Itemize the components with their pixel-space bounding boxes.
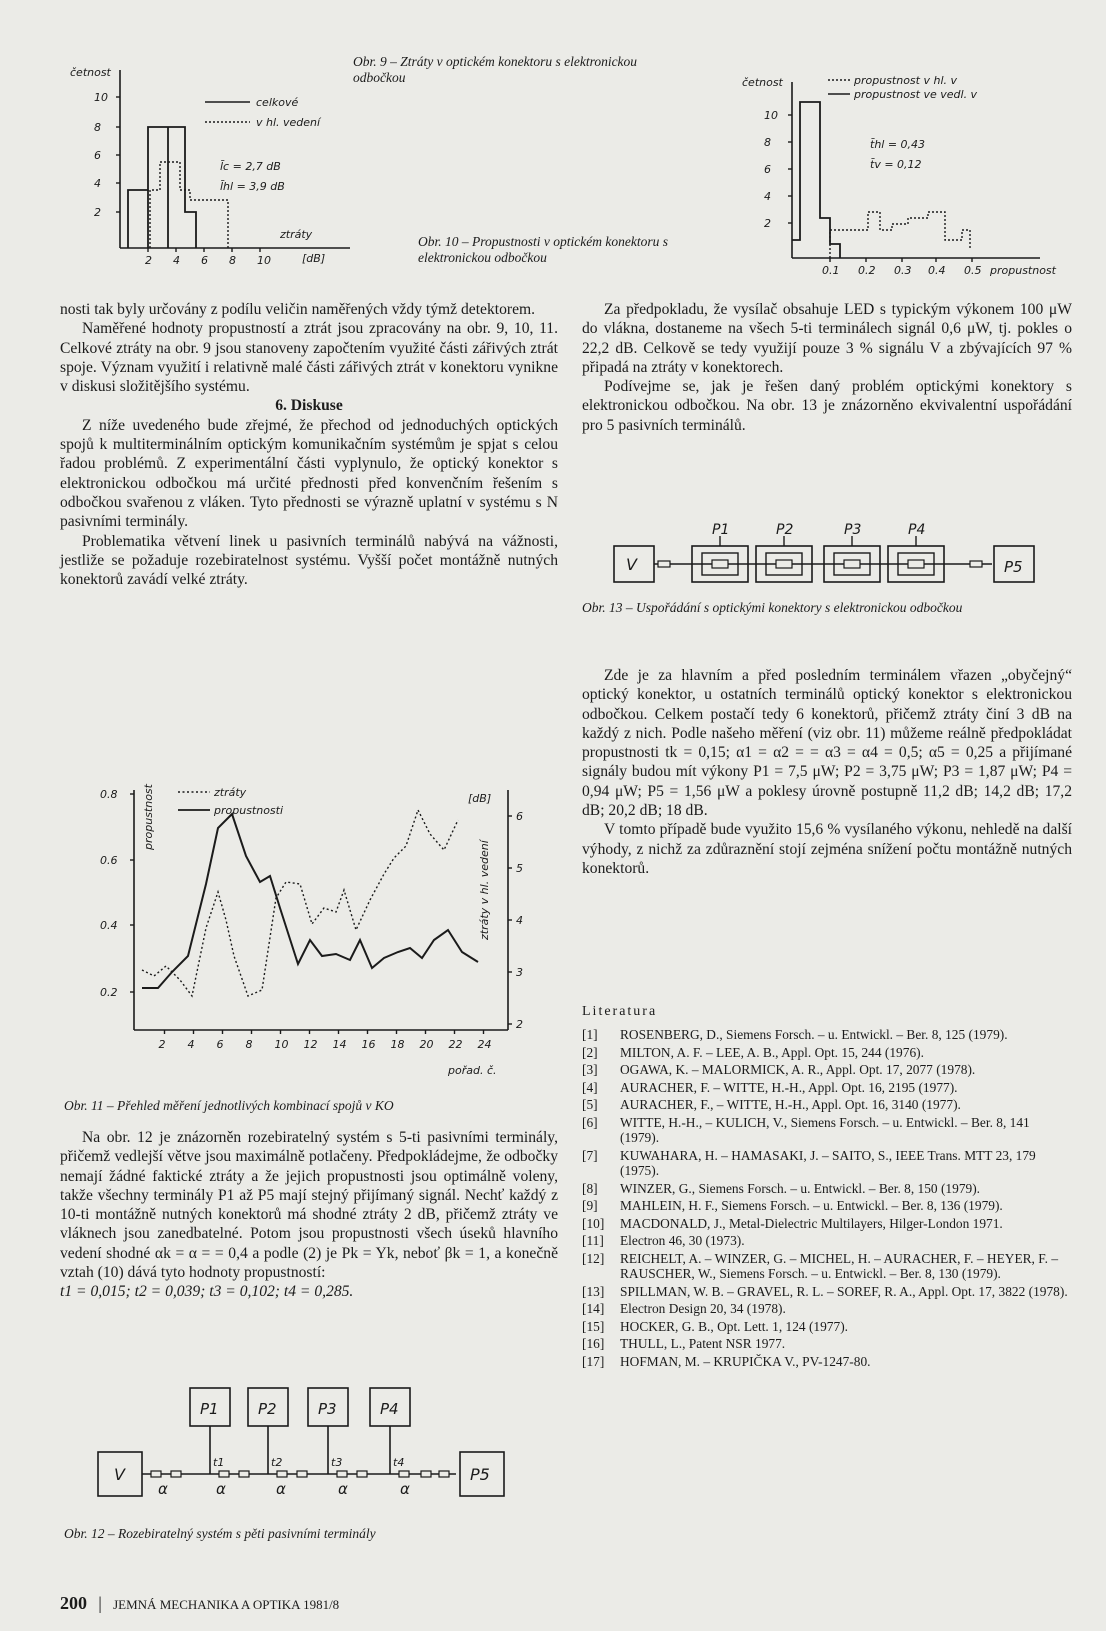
reference-text: MACDONALD, J., Metal-Dielectric Multilayers, Hilger-London 1971. xyxy=(620,1215,1003,1231)
fig11-ytick-left: 0.2 xyxy=(100,986,118,999)
fig13-terminal: P2 xyxy=(776,522,794,538)
left-column-top xyxy=(60,300,558,589)
fig9-total-bars xyxy=(128,127,196,248)
fig11-propustnosti-line xyxy=(142,814,478,988)
fig12-terminal: P1 xyxy=(200,1400,219,1418)
reference-text: OGAWA, K. – MALORMICK, A. R., Appl. Opt. 17, 2077 (1978). xyxy=(620,1062,976,1078)
reference-item xyxy=(582,1080,1072,1096)
fig9-ylabel: četnost xyxy=(70,66,111,79)
reference-number: [15] xyxy=(582,1318,605,1334)
fig9-ytick: 2 xyxy=(94,206,101,219)
reference-number: [3] xyxy=(582,1062,598,1078)
fig10-xtick: 0.5 xyxy=(964,264,982,277)
fig12-terminal: P5 xyxy=(470,1465,490,1484)
fig11-xtick: 20 xyxy=(419,1038,434,1051)
fig13-terminal: P5 xyxy=(1004,558,1023,576)
fig11-xtick: 8 xyxy=(245,1038,253,1051)
fig12-terminal: P2 xyxy=(258,1400,277,1418)
fig11-legend2: propustnosti xyxy=(214,804,284,817)
reference-number: [5] xyxy=(582,1097,598,1113)
page-footer: 200 | JEMNÁ MECHANIKA A OPTIKA 1981/8 xyxy=(60,1593,340,1613)
reference-text: ROSENBERG, D., Siemens Forsch. – u. Entwickl. – Ber. 8, 125 (1979). xyxy=(620,1027,1008,1043)
reference-text: MILTON, A. F. – LEE, A. B., Appl. Opt. 15, 244 (1976). xyxy=(620,1044,924,1060)
fig9-caption: Obr. 9 – Ztráty v optickém konektoru s elektronickou odbočkou xyxy=(353,54,638,85)
fig11-xtick: 18 xyxy=(390,1038,405,1051)
left-p3: Z níže uvedeného bude zřejmé, že přechod od jednoduchých optických spojů k multiterminálním optickým komunikačním systémům je spjat s celou řadou problémů. Z experimentální části vyplynulo, že optický konektor s elektronickou odbočkou má určité přednosti před konvenčním řešením s odbočkou svařenou z vláken. Tyto přednosti se výrazně uplatní v systému s N pasivními terminály. xyxy=(60,416,558,531)
fig12-caption: Obr. 12 – Rozebiratelný systém s pěti pasivními terminály xyxy=(64,1526,376,1541)
fig11-ztraty-line xyxy=(142,810,458,996)
fig11-xtick: 10 xyxy=(274,1038,289,1051)
fig10-xtick: 0.2 xyxy=(858,264,876,277)
fig10-xtick: 0.3 xyxy=(894,264,912,277)
reference-item xyxy=(582,1097,1072,1113)
fig13-terminal: P3 xyxy=(844,522,862,538)
reference-item xyxy=(582,1062,1072,1078)
fig12-tap: t4 xyxy=(393,1456,405,1469)
fig10-legend2: propustnost ve vedl. v xyxy=(854,88,978,101)
reference-number: [16] xyxy=(582,1336,605,1352)
right-p4: V tomto případě bude využito 15,6 % vysílaného výkonu, nehledě na další výhody, z nichž za zdůraznění stojí zejména snížení počtu montážně nutných konektorů. xyxy=(582,821,1072,877)
reference-item xyxy=(582,1216,1072,1232)
fig10-ytick: 10 xyxy=(764,109,778,122)
reference-text: Electron 46, 30 (1973). xyxy=(620,1233,745,1249)
left-p4: Problematika větvení linek u pasivních terminálů nabývá na vážnosti, jestliže se požaduje rozebiratelnost systému. Vyšší počet montážně nutných konektorů zavádí velké ztráty. xyxy=(60,532,558,589)
fig11-ytick-right: 6 xyxy=(516,810,523,823)
reference-number: [10] xyxy=(582,1215,605,1231)
journal-name: JEMNÁ MECHANIKA A OPTIKA 1981/8 xyxy=(113,1597,340,1612)
fig10-ylabel: četnost xyxy=(742,76,783,89)
reference-item xyxy=(582,1354,1072,1370)
reference-number: [13] xyxy=(582,1283,605,1299)
fig11-ylabel-right: ztráty v hl. vedení xyxy=(478,840,491,940)
fig9-stat1: l̄c = 2,7 dB xyxy=(220,160,281,173)
fig11-ytick-left: 0.4 xyxy=(100,919,118,932)
fig9-xlabel: ztráty xyxy=(280,228,313,241)
fig12-terminal: P3 xyxy=(318,1400,337,1418)
fig10-xtick: 0.1 xyxy=(822,264,840,277)
reference-number: [17] xyxy=(582,1353,605,1369)
fig10-xlabel: propustnost xyxy=(990,264,1056,277)
reference-item xyxy=(582,1284,1072,1300)
fig10-xtick: 0.4 xyxy=(928,264,946,277)
fig9-xtick: 6 xyxy=(201,254,208,267)
fig12-tap: t1 xyxy=(213,1456,225,1469)
reference-text: REICHELT, A. – WINZER, G. – MICHEL, H. – AURACHER, F. – HEYER, F. – RAUSCHER, W., Siemens Forsch. – u. Entwickl. – Ber. 8, 130 (1979). xyxy=(620,1250,1059,1282)
fig12-diagram xyxy=(96,1386,546,1518)
fig10-legend1: propustnost v hl. v xyxy=(854,74,958,87)
reference-number: [12] xyxy=(582,1250,605,1266)
reference-item xyxy=(582,1115,1072,1146)
reference-text: WINZER, G., Siemens Forsch. – u. Entwickl. – Ber. 8, 150 (1979). xyxy=(620,1180,981,1196)
page-number: 200 xyxy=(60,1593,87,1613)
fig11-ytick-right: 5 xyxy=(516,862,523,875)
left-column-bottom xyxy=(60,1128,558,1302)
reference-item xyxy=(582,1319,1072,1335)
fig10-side-bars xyxy=(792,102,840,258)
fig11-xtick: 12 xyxy=(303,1038,318,1051)
right-column-top xyxy=(582,300,1072,435)
fig9-ytick: 10 xyxy=(94,91,108,104)
fig11-xtick: 6 xyxy=(216,1038,224,1051)
reference-item xyxy=(582,1198,1072,1214)
right-p2: Podívejme se, jak je řešen daný problém optickými konektory s elektronickou odbočkou. Na obr. 13 je znázorněno ekvivalentní uspořádání pro 5 pasivních terminálů. xyxy=(582,378,1072,434)
reference-text: HOFMAN, M. – KRUPIČKA V., PV-1247-80. xyxy=(620,1353,871,1369)
fig9-legend-total: celkové xyxy=(256,96,299,109)
reference-text: HOCKER, G. B., Opt. Lett. 1, 124 (1977). xyxy=(620,1318,849,1334)
reference-item xyxy=(582,1301,1072,1317)
fig10-main-bars xyxy=(830,212,970,258)
fig11-xtick: 4 xyxy=(187,1038,195,1051)
right-column-mid xyxy=(582,666,1072,878)
fig9-xtick: 2 xyxy=(145,254,152,267)
literature-title: Literatura xyxy=(582,1004,658,1019)
fig11-xtick: 16 xyxy=(361,1038,376,1051)
fig12-terminal: P4 xyxy=(380,1400,399,1418)
fig12-source: V xyxy=(114,1465,125,1484)
fig11-caption: Obr. 11 – Přehled měření jednotlivých kombinací spojů v KO xyxy=(64,1098,394,1113)
reference-number: [11] xyxy=(582,1233,604,1249)
right-p1: Za předpokladu, že vysílač obsahuje LED s typickým výkonem 100 μW do vlákna, dostaneme na všech 5-ti terminálech signál 0,6 μW, tj. pokles o 22,2 dB. Celkově se tedy využijí pouze 3 % signálu V a zbývajících 97 % připadá na ztráty v konektorech. xyxy=(582,301,1072,376)
fig11-ytick-right: 2 xyxy=(516,1018,523,1031)
fig11-xtick: 14 xyxy=(332,1038,347,1051)
fig9-legend-main: v hl. vedení xyxy=(256,116,321,129)
reference-text: THULL, L., Patent NSR 1977. xyxy=(620,1336,786,1352)
reference-number: [8] xyxy=(582,1180,598,1196)
reference-item xyxy=(582,1233,1072,1249)
fig9-stat2: l̄hl = 3,9 dB xyxy=(220,180,285,193)
reference-text: MAHLEIN, H. F., Siemens Forsch. – u. Entwickl. – Ber. 8, 136 (1979). xyxy=(620,1198,1003,1214)
fig12-alpha: α xyxy=(400,1480,410,1498)
section-heading: 6. Diskuse xyxy=(275,397,343,415)
reference-text: Electron Design 20, 34 (1978). xyxy=(620,1301,786,1317)
reference-text: AURACHER, F. – WITTE, H.-H., Appl. Opt. 16, 2195 (1977). xyxy=(620,1079,958,1095)
reference-number: [6] xyxy=(582,1114,598,1130)
left-p5: Na obr. 12 je znázorněn rozebiratelný systém s 5-ti pasivními terminály, přičemž vedlejší větve jsou maximálně potlačeny. Předpokládejme, že odbočky nemají žádné faktické ztráty a že jejich propustnosti jsou optimálně voleny, takže všechny terminály P1 až P5 mají stejný přijímaný signál. Nechť každý z 10-ti montážně nutných konektorů má shodné ztráty 2 dB, přičemž ztráty ve vláknech jsou zanedbatelné. Potom jsou propustnosti všech úseků hlavního vedení shodné αk = α = = 0,4 a podle (2) je Pk = Yk, neboť βk = 1, a konečně vztah (10) dává tyto hodnoty propustností: xyxy=(60,1129,558,1282)
reference-number: [4] xyxy=(582,1079,598,1095)
fig13-terminal: P4 xyxy=(908,522,926,538)
fig10-ytick: 6 xyxy=(764,163,771,176)
fig11-ytick-left: 0.8 xyxy=(100,788,118,801)
fig10-stat2: t̄v = 0,12 xyxy=(870,158,922,171)
fig11-ytick-left: 0.6 xyxy=(100,854,118,867)
fig13-terminal: P1 xyxy=(712,522,730,538)
fig11-unit-right: [dB] xyxy=(468,792,492,805)
reference-number: [2] xyxy=(582,1044,598,1060)
fig9-histogram xyxy=(70,62,360,272)
reference-item xyxy=(582,1027,1072,1043)
fig11-ytick-right: 3 xyxy=(516,966,523,979)
reference-text: SPILLMAN, W. B. – GRAVEL, R. L. – SOREF, R. A., Appl. Opt. 17, 3822 (1978). xyxy=(620,1283,1068,1299)
reference-item xyxy=(582,1181,1072,1197)
fig10-ytick: 2 xyxy=(764,217,771,230)
fig12-alpha: α xyxy=(338,1480,348,1498)
fig11-ytick-right: 4 xyxy=(516,914,523,927)
reference-item xyxy=(582,1251,1072,1282)
reference-number: [14] xyxy=(582,1301,605,1317)
fig9-ytick: 6 xyxy=(94,149,101,162)
fig9-ytick: 4 xyxy=(94,177,101,190)
fig10-ytick: 4 xyxy=(764,190,771,203)
fig11-ylabel-left: propustnost xyxy=(142,784,155,850)
fig10-caption: Obr. 10 – Propustnosti v optickém konektoru s elektronickou odbočkou xyxy=(418,234,668,265)
fig9-xunit: [dB] xyxy=(302,252,326,265)
left-p1: nosti tak byly určovány z podílu veličin naměřených vždy týmž detektorem. xyxy=(60,301,536,318)
reference-number: [1] xyxy=(582,1027,598,1043)
reference-item xyxy=(582,1148,1072,1179)
fig11-chart xyxy=(88,780,548,1085)
fig10-histogram xyxy=(740,62,1080,277)
reference-number: [7] xyxy=(582,1147,598,1163)
reference-text: KUWAHARA, H. – HAMASAKI, J. – SAITO, S., IEEE Trans. MTT 23, 179 (1975). xyxy=(620,1147,1036,1179)
fig11-legend1: ztráty xyxy=(214,786,247,799)
left-p2: Naměřené hodnoty propustností a ztrát jsou zpracovány na obr. 9, 10, 11. Celkové ztráty na obr. 9 jsou stanoveny započtením využité části zářivých ztrát spoje. Význam využití i relativně malé části zářivých ztrát v konektoru vynikne v diskusi složitějšího systému. xyxy=(60,320,558,396)
fig13-caption: Obr. 13 – Uspořádání s optickými konektory s elektronickou odbočkou xyxy=(582,600,963,615)
fig12-alpha: α xyxy=(158,1480,168,1498)
fig9-xtick: 10 xyxy=(257,254,271,267)
fig13-source: V xyxy=(626,555,637,574)
right-p3: Zde je za hlavním a před posledním terminálem vřazen „obyčejný“ optický konektor, u ostatních terminálů optický konektor s elektronickou odbočkou. Celkem postačí tedy 6 konektorů, přičemž ztráty činí 3 dB na každý z nich. Podle našeho měření (viz obr. 11) můžeme reálně předpokládat propustnosti tk = 0,15; α1 = α2 = = α3 = α4 = 0,5; α5 = 0,25 a přijímané signály budou mít výkony P1 = 7,5 μW; P2 = 3,75 μW; P3 = 1,87 μW; P4 = 0,94 μW; P5 = 1,56 μW a poklesy úrovně postupně 11,2 dB; 14,2 dB; 17,2 dB; 20,2 dB; 18 dB. xyxy=(582,667,1072,820)
reference-item xyxy=(582,1045,1072,1061)
literature xyxy=(582,1002,1072,1371)
reference-text: AURACHER, F., – WITTE, H.-H., Appl. Opt. 16, 3140 (1977). xyxy=(620,1097,961,1113)
fig13-diagram xyxy=(612,518,1052,608)
fig11-xlabel: pořad. č. xyxy=(448,1064,497,1077)
fig11-xtick: 22 xyxy=(448,1038,463,1051)
fig10-stat1: t̄hl = 0,43 xyxy=(870,138,926,151)
left-p6: t1 = 0,015; t2 = 0,039; t3 = 0,102; t4 = 0,285. xyxy=(60,1283,354,1301)
reference-item xyxy=(582,1336,1072,1352)
fig9-main-bars xyxy=(150,162,228,248)
reference-text: WITTE, H.-H., – KULICH, V., Siemens Forsch. – u. Entwickl. – Ber. 8, 141 (1979). xyxy=(620,1114,1030,1146)
fig11-xtick: 2 xyxy=(158,1038,166,1051)
fig10-ytick: 8 xyxy=(764,136,771,149)
fig9-xtick: 8 xyxy=(229,254,236,267)
fig12-tap: t3 xyxy=(331,1456,343,1469)
reference-number: [9] xyxy=(582,1198,598,1214)
fig11-xtick: 24 xyxy=(477,1038,492,1051)
fig12-alpha: α xyxy=(216,1480,226,1498)
fig9-xtick: 4 xyxy=(173,254,180,267)
fig12-tap: t2 xyxy=(271,1456,283,1469)
fig12-alpha: α xyxy=(276,1480,286,1498)
fig9-ytick: 8 xyxy=(94,121,101,134)
